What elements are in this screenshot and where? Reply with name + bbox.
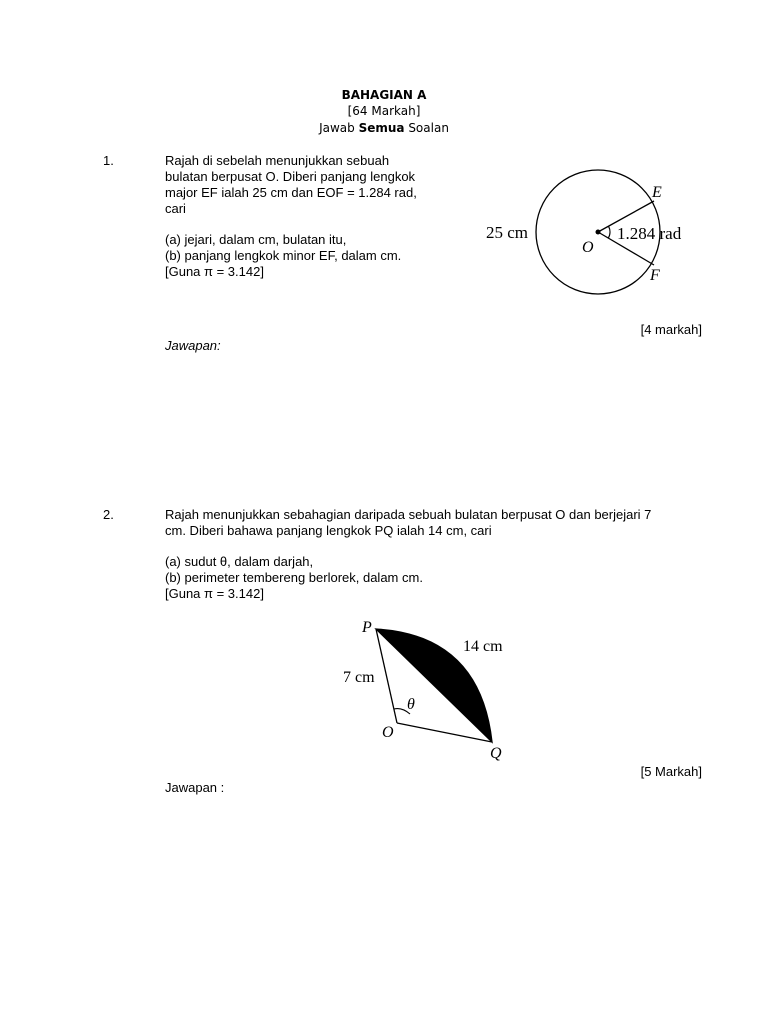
- instruction: [0, 121, 768, 135]
- total-marks: [64 Markah]: [347, 104, 421, 118]
- question-2-part-a: (a) sudut θ, dalam darjah,: [165, 554, 314, 569]
- point-p-label: P: [362, 619, 372, 636]
- question-1-part-b: (b) panjang lengkok minor EF, dalam cm.: [165, 248, 402, 263]
- point-f-label: F: [650, 267, 660, 284]
- question-2-line: cm. Diberi bahawa panjang lengkok PQ ialah 14 cm, cari: [165, 523, 492, 538]
- instruction-bold: Semua: [358, 121, 405, 135]
- instruction-pre: Jawab: [319, 121, 359, 135]
- center-point: [596, 230, 601, 235]
- circle-diagram: [480, 165, 700, 300]
- sector-diagram: [340, 615, 520, 765]
- question-2-text: [165, 507, 651, 602]
- arc-length-label: 25 cm: [486, 223, 529, 242]
- section-title: BAHAGIAN A: [341, 88, 427, 102]
- question-2-part-b: (b) perimeter tembereng berlorek, dalam cm.: [165, 570, 423, 585]
- question-1-line: Rajah di sebelah menunjukkan sebuah: [165, 153, 390, 168]
- question-2-line: Rajah menunjukkan sebahagian daripada sebuah bulatan berpusat O dan berjejari 7: [165, 507, 652, 522]
- question-2-number: 2.: [103, 507, 114, 522]
- angle-label: 1.284 rad: [617, 224, 682, 243]
- theta-label: θ: [407, 696, 415, 713]
- question-1-pi-note: [Guna π = 3.142]: [165, 264, 264, 279]
- question-2-pi-note: [Guna π = 3.142]: [165, 586, 264, 601]
- question-2-answer-label: Jawapan :: [165, 780, 225, 795]
- question-2-marks: [5 Markah]: [640, 764, 702, 779]
- center-label: O: [382, 724, 394, 741]
- question-1-answer-label: Jawapan:: [165, 338, 221, 353]
- radius-label: 7 cm: [343, 669, 375, 686]
- point-q-label: Q: [490, 745, 502, 762]
- point-e-label: E: [652, 184, 662, 201]
- question-1-marks: [4 markah]: [640, 322, 702, 337]
- question-1-line: cari: [165, 201, 186, 216]
- angle-arc: [608, 226, 610, 238]
- center-label: O: [582, 239, 594, 256]
- instruction-post: Soalan: [404, 121, 449, 135]
- arc-length-label: 14 cm: [463, 638, 503, 655]
- question-1-part-a: (a) jejari, dalam cm, bulatan itu,: [165, 232, 347, 247]
- question-1-text: [165, 153, 417, 280]
- question-1-line: bulatan berpusat O. Diberi panjang lengkok: [165, 169, 416, 184]
- question-1-number: 1.: [103, 153, 114, 168]
- question-1-line: major EF ialah 25 cm dan EOF = 1.284 rad,: [165, 185, 417, 200]
